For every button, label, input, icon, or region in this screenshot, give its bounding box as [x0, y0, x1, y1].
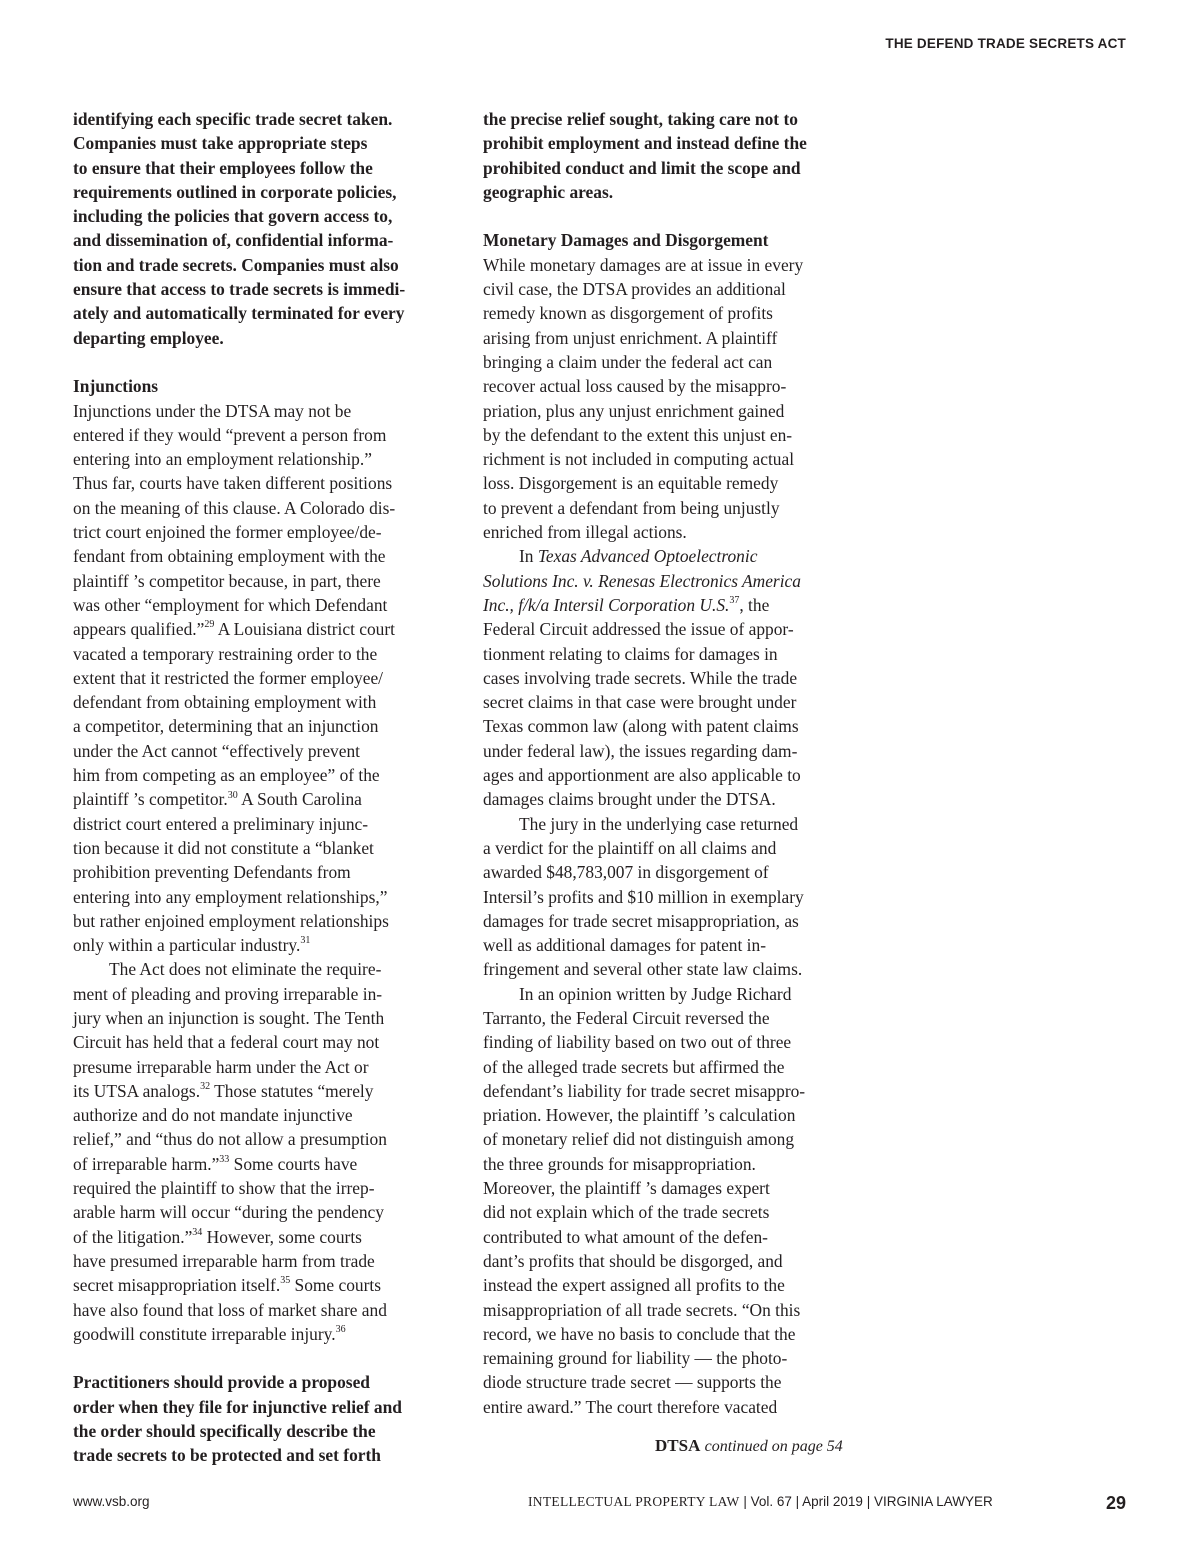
- text-line: Injunctions under the DTSA may not be: [73, 400, 352, 421]
- text-line: including the policies that govern access to,: [73, 206, 393, 227]
- text-line: remaining ground for liability — the photo-: [483, 1348, 788, 1369]
- footnote-ref: 37: [729, 595, 740, 607]
- text-line: priation, plus any unjust enrichment gained: [483, 400, 785, 421]
- left-column: [73, 107, 451, 1468]
- text-line: a competitor, determining that an injunction: [73, 716, 379, 737]
- text-run: plaintiff ’s competitor.: [73, 789, 228, 810]
- text-line: record, we have no basis to conclude that the: [483, 1323, 796, 1344]
- text-line: trict court enjoined the former employee/de-: [73, 522, 382, 543]
- text-line: arable harm will occur “during the pendency: [73, 1202, 384, 1223]
- text-run: Some courts have: [229, 1153, 358, 1174]
- text-line: [73, 1152, 451, 1176]
- text-line: and dissemination of, confidential informa-: [73, 230, 394, 251]
- text-line: authorize and do not mandate injunctive: [73, 1105, 353, 1126]
- footnote-ref: 30: [227, 789, 238, 801]
- text-line: of the alleged trade secrets but affirmed the: [483, 1056, 785, 1077]
- text-line: by the defendant to the extent this unjust en-: [483, 424, 793, 445]
- text-line: under federal law), the issues regarding dam-: [483, 740, 798, 761]
- text-line: geographic areas.: [483, 181, 614, 202]
- text-line: contributed to what amount of the defen-: [483, 1226, 768, 1247]
- text-line: arising from unjust enrichment. A plaintiff: [483, 327, 778, 348]
- text-line: but rather enjoined employment relationships: [73, 910, 389, 931]
- text-line: Tarranto, the Federal Circuit reversed the: [483, 1007, 770, 1028]
- damages-paragraph-1: [483, 253, 861, 545]
- continued-note: continued on page 54: [704, 1438, 843, 1455]
- text-run: Some courts: [290, 1275, 381, 1296]
- text-line: the precise relief sought, taking care not to: [483, 109, 798, 129]
- text-line: fringement and several other state law claims.: [483, 959, 803, 980]
- text-line: tion because it did not constitute a “blanket: [73, 837, 374, 858]
- text-line: order when they file for injunctive relief and: [73, 1396, 402, 1417]
- text-line: ensure that access to trade secrets is immedi-: [73, 279, 406, 300]
- text-run: Those statutes “merely: [210, 1080, 374, 1101]
- text-line: Intersil’s profits and $10 million in exemplary: [483, 886, 804, 907]
- text-line: [483, 593, 861, 617]
- text-line: Companies must take appropriate steps: [73, 133, 368, 154]
- case-name: Solutions Inc. v. Renesas Electronics America: [483, 570, 801, 591]
- text-line: him from competing as an employee” of the: [73, 765, 380, 786]
- text-run: A South Carolina: [237, 789, 362, 810]
- text-line: Moreover, the plaintiff ’s damages expert: [483, 1178, 770, 1199]
- text-line: [483, 544, 861, 568]
- text-line: ment of pleading and proving irreparable in-: [73, 983, 383, 1004]
- footer-publication: [528, 1494, 993, 1510]
- text-line: under the Act cannot “effectively prevent: [73, 740, 360, 761]
- text-line: [73, 1225, 451, 1249]
- text-line: well as additional damages for patent in-: [483, 935, 766, 956]
- text-run: of irreparable harm.”: [73, 1153, 220, 1174]
- text-line: [483, 569, 861, 593]
- text-line: jury when an injunction is sought. The Tenth: [73, 1007, 385, 1028]
- text-line: While monetary damages are at issue in every: [483, 254, 804, 275]
- footer-website-link[interactable]: www.vsb.org: [73, 1494, 150, 1509]
- page-number: 29: [1105, 1493, 1126, 1513]
- intro-callout: [73, 107, 451, 350]
- text-line: fendant from obtaining employment with the: [73, 546, 386, 567]
- footnote-ref: 35: [280, 1275, 291, 1287]
- text-line: requirements outlined in corporate policies,: [73, 181, 397, 202]
- text-line: Texas common law (along with patent claims: [483, 716, 799, 737]
- text-line: [73, 1079, 451, 1103]
- text-line: Practitioners should provide a proposed: [73, 1372, 370, 1393]
- text-line: [73, 1322, 451, 1346]
- text-line: [73, 787, 451, 811]
- text-line: defendant’s liability for trade secret misappro-: [483, 1080, 806, 1101]
- text-run: appears qualified.”: [73, 619, 205, 640]
- text-line: identifying each specific trade secret taken.: [73, 109, 393, 129]
- text-run: A Louisiana district court: [214, 619, 395, 640]
- text-line: cases involving trade secrets. While the trade: [483, 667, 798, 688]
- text-line: to prevent a defendant from being unjustly: [483, 497, 780, 518]
- footer-section: INTELLECTUAL PROPERTY LAW: [528, 1494, 740, 1509]
- text-line: dant’s profits that should be disgorged, and: [483, 1250, 783, 1271]
- text-line: to ensure that their employees follow the: [73, 157, 373, 178]
- text-line: Thus far, courts have taken different positions: [73, 473, 393, 494]
- running-header: THE DEFEND TRADE SECRETS ACT: [885, 36, 1126, 51]
- text-line: finding of liability based on two out of three: [483, 1032, 792, 1053]
- text-line: required the plaintiff to show that the irrep-: [73, 1178, 375, 1199]
- footnote-ref: 31: [300, 935, 311, 947]
- footnote-ref: 33: [219, 1153, 230, 1165]
- text-line: entering into an employment relationship.”: [73, 449, 372, 470]
- text-line: relief,” and “thus do not allow a presumption: [73, 1129, 387, 1150]
- text-line: In an opinion written by Judge Richard: [519, 983, 792, 1004]
- text-line: prohibit employment and instead define the: [483, 133, 807, 154]
- text-line: secret claims in that case were brought under: [483, 692, 797, 713]
- text-line: extent that it restricted the former employee/: [73, 667, 384, 688]
- text-line: trade secrets to be protected and set forth: [73, 1445, 381, 1466]
- text-line: diode structure trade secret — supports the: [483, 1372, 782, 1393]
- injunctions-paragraph-1: [73, 399, 451, 958]
- continued-jump-line[interactable]: [655, 1436, 843, 1456]
- text-line: [73, 933, 451, 957]
- text-line: tion and trade secrets. Companies must also: [73, 254, 399, 275]
- text-line: Circuit has held that a federal court may not: [73, 1032, 380, 1053]
- text-line: prohibition preventing Defendants from: [73, 862, 351, 883]
- continued-label: DTSA: [655, 1436, 701, 1455]
- text-line: [73, 617, 451, 641]
- text-line: the three grounds for misappropriation.: [483, 1153, 756, 1174]
- text-line: misappropriation of all trade secrets. “On this: [483, 1299, 801, 1320]
- text-line: tionment relating to claims for damages in: [483, 643, 778, 664]
- text-line: enriched from illegal actions.: [483, 522, 687, 543]
- text-line: the order should specifically describe the: [73, 1421, 376, 1442]
- text-line: defendant from obtaining employment with: [73, 692, 377, 713]
- text-line: Federal Circuit addressed the issue of appor-: [483, 619, 794, 640]
- text-line: vacated a temporary restraining order to the: [73, 643, 378, 664]
- text-line: did not explain which of the trade secrets: [483, 1202, 770, 1223]
- text-line: The Act does not eliminate the require-: [109, 959, 382, 980]
- text-line: departing employee.: [73, 327, 224, 348]
- damages-paragraph-3: [483, 812, 861, 982]
- text-line: instead the expert assigned all profits to the: [483, 1275, 785, 1296]
- case-name: Texas Advanced Optoelectronic: [537, 546, 758, 567]
- practitioners-callout: [73, 1370, 451, 1467]
- text-line: entering into any employment relationships,”: [73, 886, 388, 907]
- text-run: secret misappropriation itself.: [73, 1275, 281, 1296]
- damages-paragraph-4: [483, 982, 861, 1419]
- text-line: The jury in the underlying case returned: [519, 813, 799, 834]
- text-line: civil case, the DTSA provides an additional: [483, 279, 786, 300]
- injunctions-paragraph-2: [73, 957, 451, 1346]
- relief-callout: [483, 107, 861, 204]
- text-line: on the meaning of this clause. A Colorado dis-: [73, 497, 396, 518]
- text-line: ages and apportionment are also applicable to: [483, 765, 801, 786]
- footnote-ref: 34: [192, 1226, 203, 1238]
- footnote-ref: 32: [200, 1081, 211, 1093]
- text-line: priation. However, the plaintiff ’s calculation: [483, 1105, 796, 1126]
- text-line: [73, 1273, 451, 1297]
- text-run: only within a particular industry.: [73, 935, 301, 956]
- text-line: entered if they would “prevent a person from: [73, 424, 387, 445]
- text-line: prohibited conduct and limit the scope and: [483, 157, 801, 178]
- text-line: was other “employment for which Defendant: [73, 594, 388, 615]
- damages-paragraph-2: [483, 544, 861, 811]
- text-run: However, some courts: [202, 1226, 362, 1247]
- text-line: of monetary relief did not distinguish among: [483, 1129, 795, 1150]
- footer-issue: | Vol. 67 | April 2019 | VIRGINIA LAWYER: [739, 1494, 993, 1509]
- text-line: a verdict for the plaintiff on all claims and: [483, 837, 777, 858]
- text-line: entire award.” The court therefore vacated: [483, 1396, 778, 1417]
- text-run: of the litigation.”: [73, 1226, 193, 1247]
- case-name: Inc., f/k/a Intersil Corporation U.S.: [483, 594, 730, 615]
- text-line: presume irreparable harm under the Act or: [73, 1056, 369, 1077]
- text-line: plaintiff ’s competitor because, in part, there: [73, 570, 381, 591]
- text-run: , the: [739, 594, 770, 615]
- text-run: In: [519, 546, 538, 567]
- text-run: goodwill constitute irreparable injury.: [73, 1323, 336, 1344]
- text-line: bringing a claim under the federal act can: [483, 351, 773, 372]
- text-line: richment is not included in computing actual: [483, 449, 795, 470]
- text-run: its UTSA analogs.: [73, 1080, 201, 1101]
- section-heading-damages: Monetary Damages and Disgorgement: [483, 230, 769, 251]
- text-line: loss. Disgorgement is an equitable remedy: [483, 473, 779, 494]
- text-line: recover actual loss caused by the misappro-: [483, 376, 787, 397]
- footnote-ref: 36: [335, 1324, 346, 1336]
- right-column: [483, 107, 861, 1419]
- text-line: have also found that loss of market share and: [73, 1299, 387, 1320]
- section-heading-injunctions: Injunctions: [73, 376, 159, 397]
- text-line: damages claims brought under the DTSA.: [483, 789, 776, 810]
- text-line: awarded $48,783,007 in disgorgement of: [483, 862, 769, 883]
- text-line: have presumed irreparable harm from trade: [73, 1250, 375, 1271]
- text-line: remedy known as disgorgement of profits: [483, 303, 773, 324]
- text-line: district court entered a preliminary injunc-: [73, 813, 369, 834]
- text-line: damages for trade secret misappropriation, as: [483, 910, 799, 931]
- text-line: ately and automatically terminated for every: [73, 303, 405, 324]
- footnote-ref: 29: [204, 619, 215, 631]
